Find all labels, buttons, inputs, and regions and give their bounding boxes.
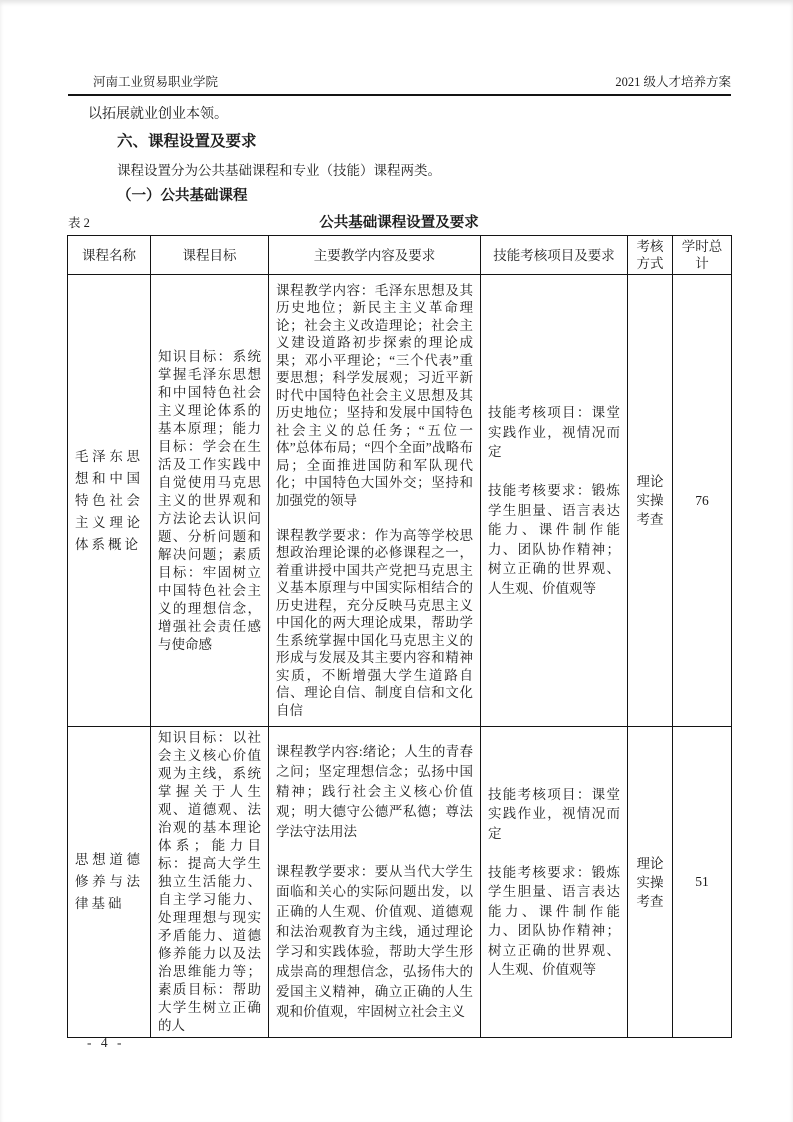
course-name-cell: 毛泽东思想和中国特色社会主义理论体系概论 (68, 275, 151, 727)
section-heading: 六、课程设置及要求 (117, 133, 257, 150)
assessment-paragraph: 技能考核项目：课堂实践作业，视情况而定 (488, 786, 620, 841)
content-paragraph: 课程教学内容:绪论；人生的青春之问；坚定理想信念；弘扬中国精神；践行社会主义核心价值观；明大德守公德严私德；尊法学法守法用法 (276, 744, 473, 839)
table-label: 表 2 (68, 216, 90, 230)
header-plan-title: 2021 级人才培养方案 (615, 75, 731, 89)
course-method-cell: 理论实操考查 (628, 275, 673, 727)
col-header-assessment: 技能考核项目及要求 (481, 236, 628, 275)
course-assessment-cell (481, 275, 628, 727)
course-method-cell: 理论实操考查 (628, 727, 673, 1038)
content-paragraph: 课程教学内容：毛泽东思想及其历史地位；新民主主义革命理论；社会主义改造理论；社会主义建设道路初步探索的理论成果；邓小平理论；“三个代表”重要思想；科学发展观；习近平新时代中国特色社会主义思想及其历史地位；坚持和发展中国特色社会主义的总任务；“五位一体”总体布局；“四个全面”战略布局；全面推进国防和军队现代化；中国特色大国外交；坚持和加强党的领导 (276, 282, 473, 508)
page-number: - 4 - (87, 1035, 125, 1050)
assessment-paragraph: 技能考核要求：锻炼学生胆量、语言表达能力、课件制作能力、团队协作精神；树立正确的世界观、人生观、价值观等 (488, 864, 620, 977)
assessment-paragraph: 技能考核要求：锻炼学生胆量、语言表达能力、课件制作能力、团队协作精神；树立正确的世界观、人生观、价值观等 (488, 483, 620, 596)
running-header (68, 72, 731, 96)
course-table (67, 235, 732, 1038)
col-header-method: 考核方式 (628, 236, 673, 275)
col-header-hours: 学时总计 (673, 236, 732, 275)
col-header-content: 主要教学内容及要求 (269, 236, 481, 275)
table-row (68, 275, 732, 727)
content-paragraph: 课程教学要求：作为高等学校思想政治理论课的必修课程之一，着重讲授中国共产党把马克思主义基本原理与中国实际相结合的历史进程，充分反映马克思主义中国化的两大理论成果，帮助学生系统掌握中国化马克思主义的形成与发展及其主要内容和精神实质，不断增强大学生道路自信、理论自信、制度自信和文化自信 (276, 527, 473, 718)
section-paragraph: 课程设置分为公共基础课程和专业（技能）课程两类。 (117, 163, 441, 178)
course-objectives-cell: 知识目标：以社会主义核心价值观为主线，系统掌握关于人生观、道德观、法治观的基本理论体系；能力目标：提高大学生独立生活能力、自主学习能力、处理理想与现实矛盾能力、道德修养能力以及法治思维能力等；素质目标：帮助大学生树立正确的人 (151, 727, 269, 1038)
table-header-row (68, 236, 732, 275)
col-header-course-name: 课程名称 (68, 236, 151, 275)
course-hours-cell: 51 (673, 727, 732, 1038)
course-objectives-cell: 知识目标：系统掌握毛泽东思想和中国特色社会主义理论体系的基本原理；能力目标：学会在生活及工作实践中自觉使用马克思主义的世界观和方法论去认识问题、分析问题和解决问题；素质目标：牢固树立中国特色社会主义的理想信念，增强社会责任感与使命感 (151, 275, 269, 727)
subsection-heading: （一）公共基础课程 (117, 188, 248, 204)
course-name-cell: 思想道德修养与法律基础 (68, 727, 151, 1038)
content-paragraph: 课程教学要求：要从当代大学生面临和关心的实际问题出发，以正确的人生观、价值观、道德观和法治观教育为主线，通过理论学习和实践体验，帮助大学生形成崇高的理想信念，弘扬伟大的爱国主义精神，确立正确的人生观和价值观，牢固树立社会主义 (276, 864, 473, 1019)
assessment-paragraph: 技能考核项目：课堂实践作业，视情况而定 (488, 405, 620, 459)
lead-paragraph: 以拓展就业创业本领。 (88, 107, 228, 122)
course-content-cell (269, 727, 481, 1038)
course-assessment-cell (481, 727, 628, 1038)
table-row (68, 727, 732, 1038)
course-content-cell (269, 275, 481, 727)
table-title: 公共基础课程设置及要求 (319, 215, 479, 231)
course-hours-cell: 76 (673, 275, 732, 727)
col-header-objectives: 课程目标 (151, 236, 269, 275)
header-school-name: 河南工业贸易职业学院 (93, 75, 219, 89)
